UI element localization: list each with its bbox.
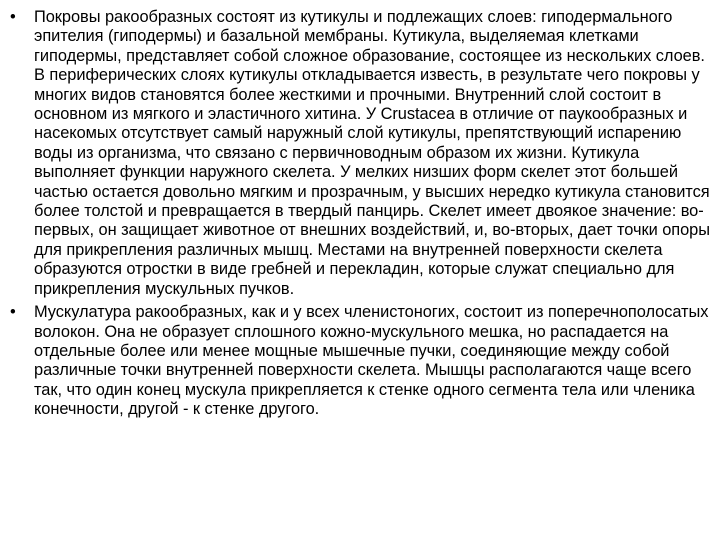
bullet-icon: • bbox=[10, 8, 16, 26]
bullet-item-cuticle bbox=[10, 8, 714, 299]
bullet-icon: • bbox=[10, 303, 16, 322]
bullet-text-musculature: Мускулатура ракообразных, как и у всех членистоногих, состоит из поперечнополосатых волокон. Она не образует сплошного кожно-мускульного мешка, но распадается на отдельные более или менее мощные мышечные пучки, соединяющие между собой различные точки внутренней поверхности скелета. Мышцы располагаются чаще всего так, что один конец мускула прикрепляется к стенке одного сегмента тела или членика конечности, другой - к стенке другого. bbox=[34, 303, 709, 419]
bullet-text-cuticle: Покровы ракообразных состоят из кутикулы и подлежащих слоев: гиподермального эпителия (гиподермы) и базальной мембраны. Кутикула, выделяемая клетками гиподермы, представляет собой сложное образование, состоящее из нескольких слоев. В периферических слоях кутикулы откладывается известь, в результате чего покровы у многих видов становятся более жесткими и прочными. Внутренний слой состоит в основном из мягкого и эластичного хитина. У Crustacea в отличие от паукообразных и насекомых отсутствует самый наружный слой кутикулы, препятствующий испарению воды из организма, что связано с первичноводным образом их жизни. Кутикула выполняет функции наружного скелета. У мелких низших форм скелет этот большей частью остается довольно мягким и прозрачным, у высших нередко кутикула становится более толстой и превращается в твердый панцирь. Скелет имеет двоякое значение: во-первых, он защищает животное от внешних воздействий, и, во-вторых, дает точки опоры для прикрепления различных мышц. Местами на внутренней поверхности скелета образуются отростки в виде гребней и перекладин, которые служат специально для прикрепления мускульных пучков. bbox=[34, 8, 710, 298]
bullet-item-musculature bbox=[10, 303, 714, 419]
bullet-list bbox=[10, 8, 714, 420]
